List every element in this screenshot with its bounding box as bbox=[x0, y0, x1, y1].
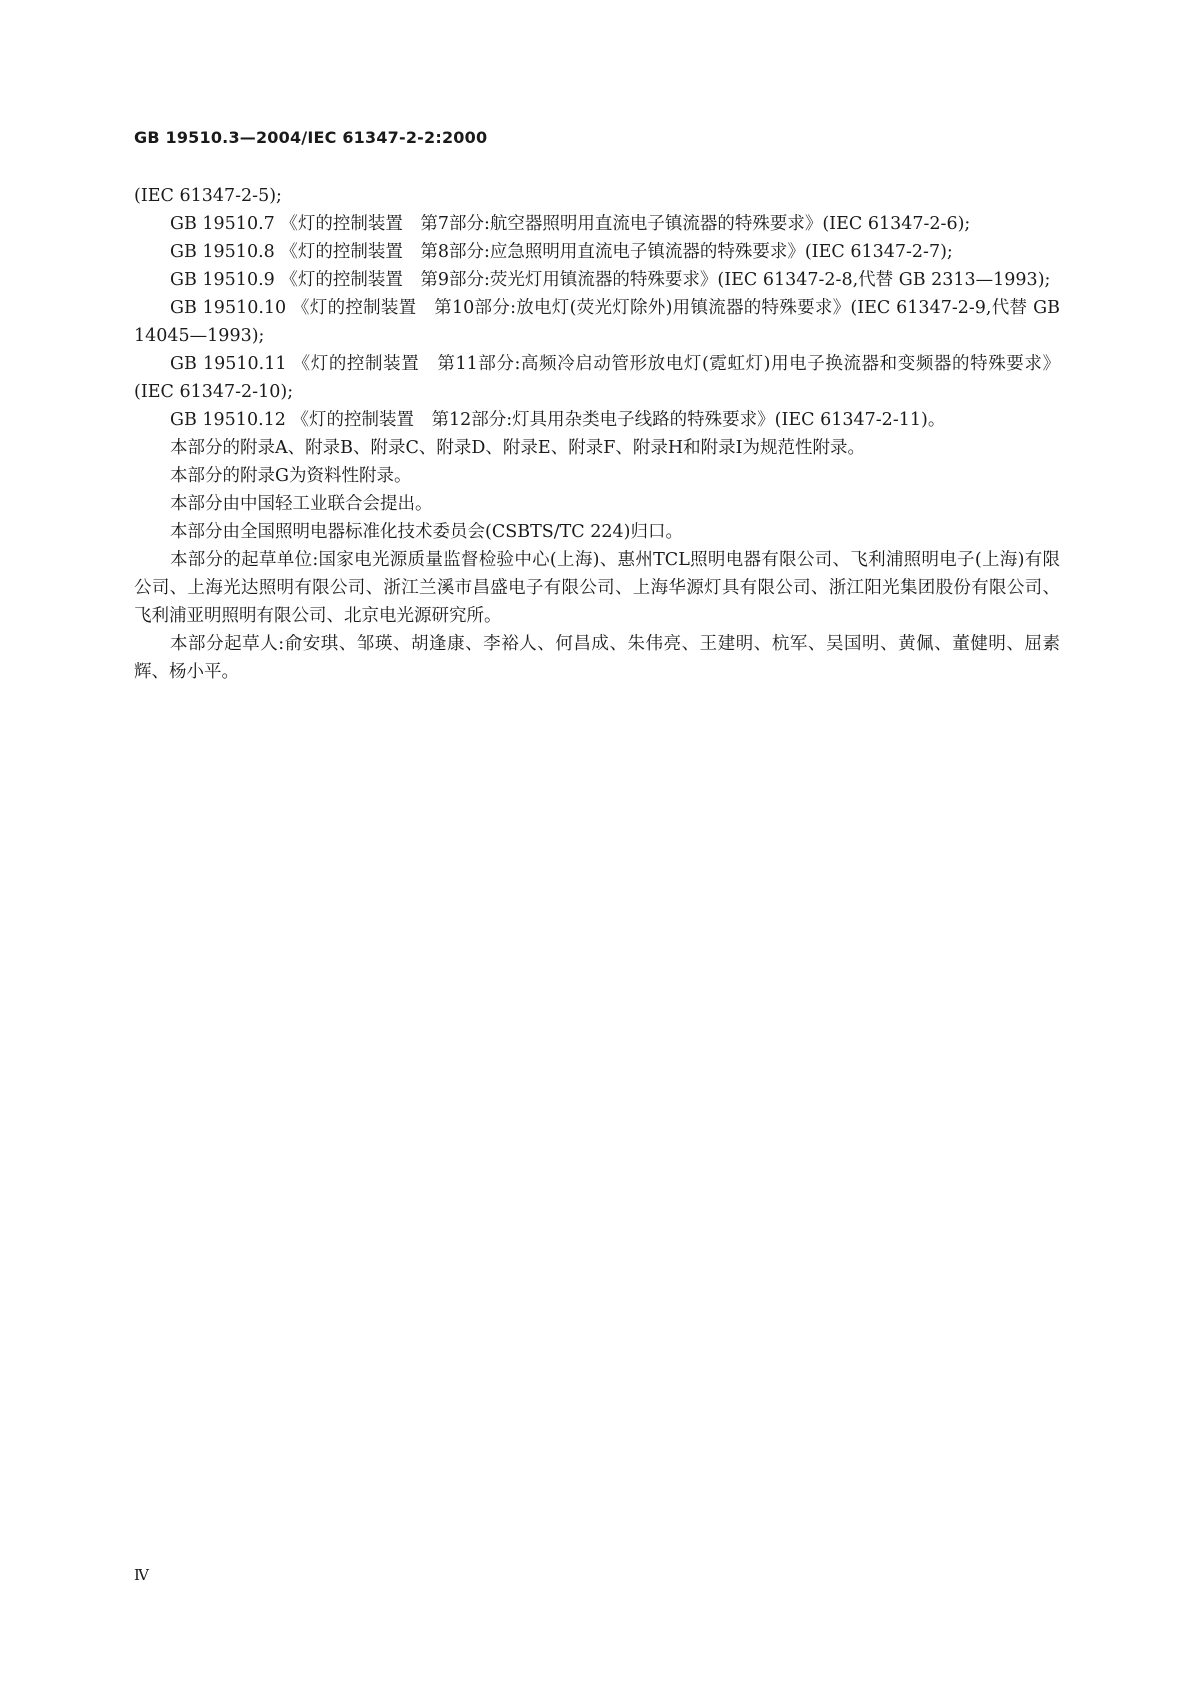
paragraph: GB 19510.7 《灯的控制装置 第7部分:航空器照明用直流电子镇流器的特殊要求》(IEC 61347-2-6); bbox=[170, 214, 971, 234]
paragraph: GB 19510.9 《灯的控制装置 第9部分:荧光灯用镇流器的特殊要求》(IEC 61347-2-8,代替 GB 2313—1993); bbox=[170, 270, 1051, 290]
paragraph: (IEC 61347-2-5); bbox=[134, 186, 282, 206]
paragraph: 本部分由中国轻工业联合会提出。 bbox=[170, 494, 433, 514]
document-header: GB 19510.3—2004/IEC 61347-2-2:2000 bbox=[134, 128, 488, 147]
paragraph: 本部分起草人:俞安琪、邹瑛、胡逢康、李裕人、何昌成、朱伟亮、王建明、杭军、吴国明、黄佩、董健明、屈素辉、杨小平。 bbox=[134, 634, 1060, 682]
paragraph: GB 19510.11 《灯的控制装置 第11部分:高频冷启动管形放电灯(霓虹灯)用电子换流器和变频器的特殊要求》(IEC 61347-2-10); bbox=[134, 354, 1060, 402]
paragraph: GB 19510.8 《灯的控制装置 第8部分:应急照明用直流电子镇流器的特殊要求》(IEC 61347-2-7); bbox=[170, 242, 953, 262]
paragraph: 本部分的附录G为资料性附录。 bbox=[170, 466, 412, 486]
page-number: Ⅳ bbox=[134, 1566, 149, 1584]
document-body bbox=[134, 182, 1060, 686]
paragraph: 本部分的起草单位:国家电光源质量监督检验中心(上海)、惠州TCL照明电器有限公司、飞利浦照明电子(上海)有限公司、上海光达照明有限公司、浙江兰溪市昌盛电子有限公司、上海华源灯具有限公司、浙江阳光集团股份有限公司、飞利浦亚明照明有限公司、北京电光源研究所。 bbox=[134, 550, 1060, 626]
paragraph: GB 19510.12 《灯的控制装置 第12部分:灯具用杂类电子线路的特殊要求》(IEC 61347-2-11)。 bbox=[170, 410, 946, 430]
paragraph: GB 19510.10 《灯的控制装置 第10部分:放电灯(荧光灯除外)用镇流器的特殊要求》(IEC 61347-2-9,代替 GB 14045—1993); bbox=[134, 298, 1060, 346]
paragraph: 本部分由全国照明电器标准化技术委员会(CSBTS/TC 224)归口。 bbox=[170, 522, 683, 542]
paragraph: 本部分的附录A、附录B、附录C、附录D、附录E、附录F、附录H和附录I为规范性附录。 bbox=[170, 438, 866, 458]
